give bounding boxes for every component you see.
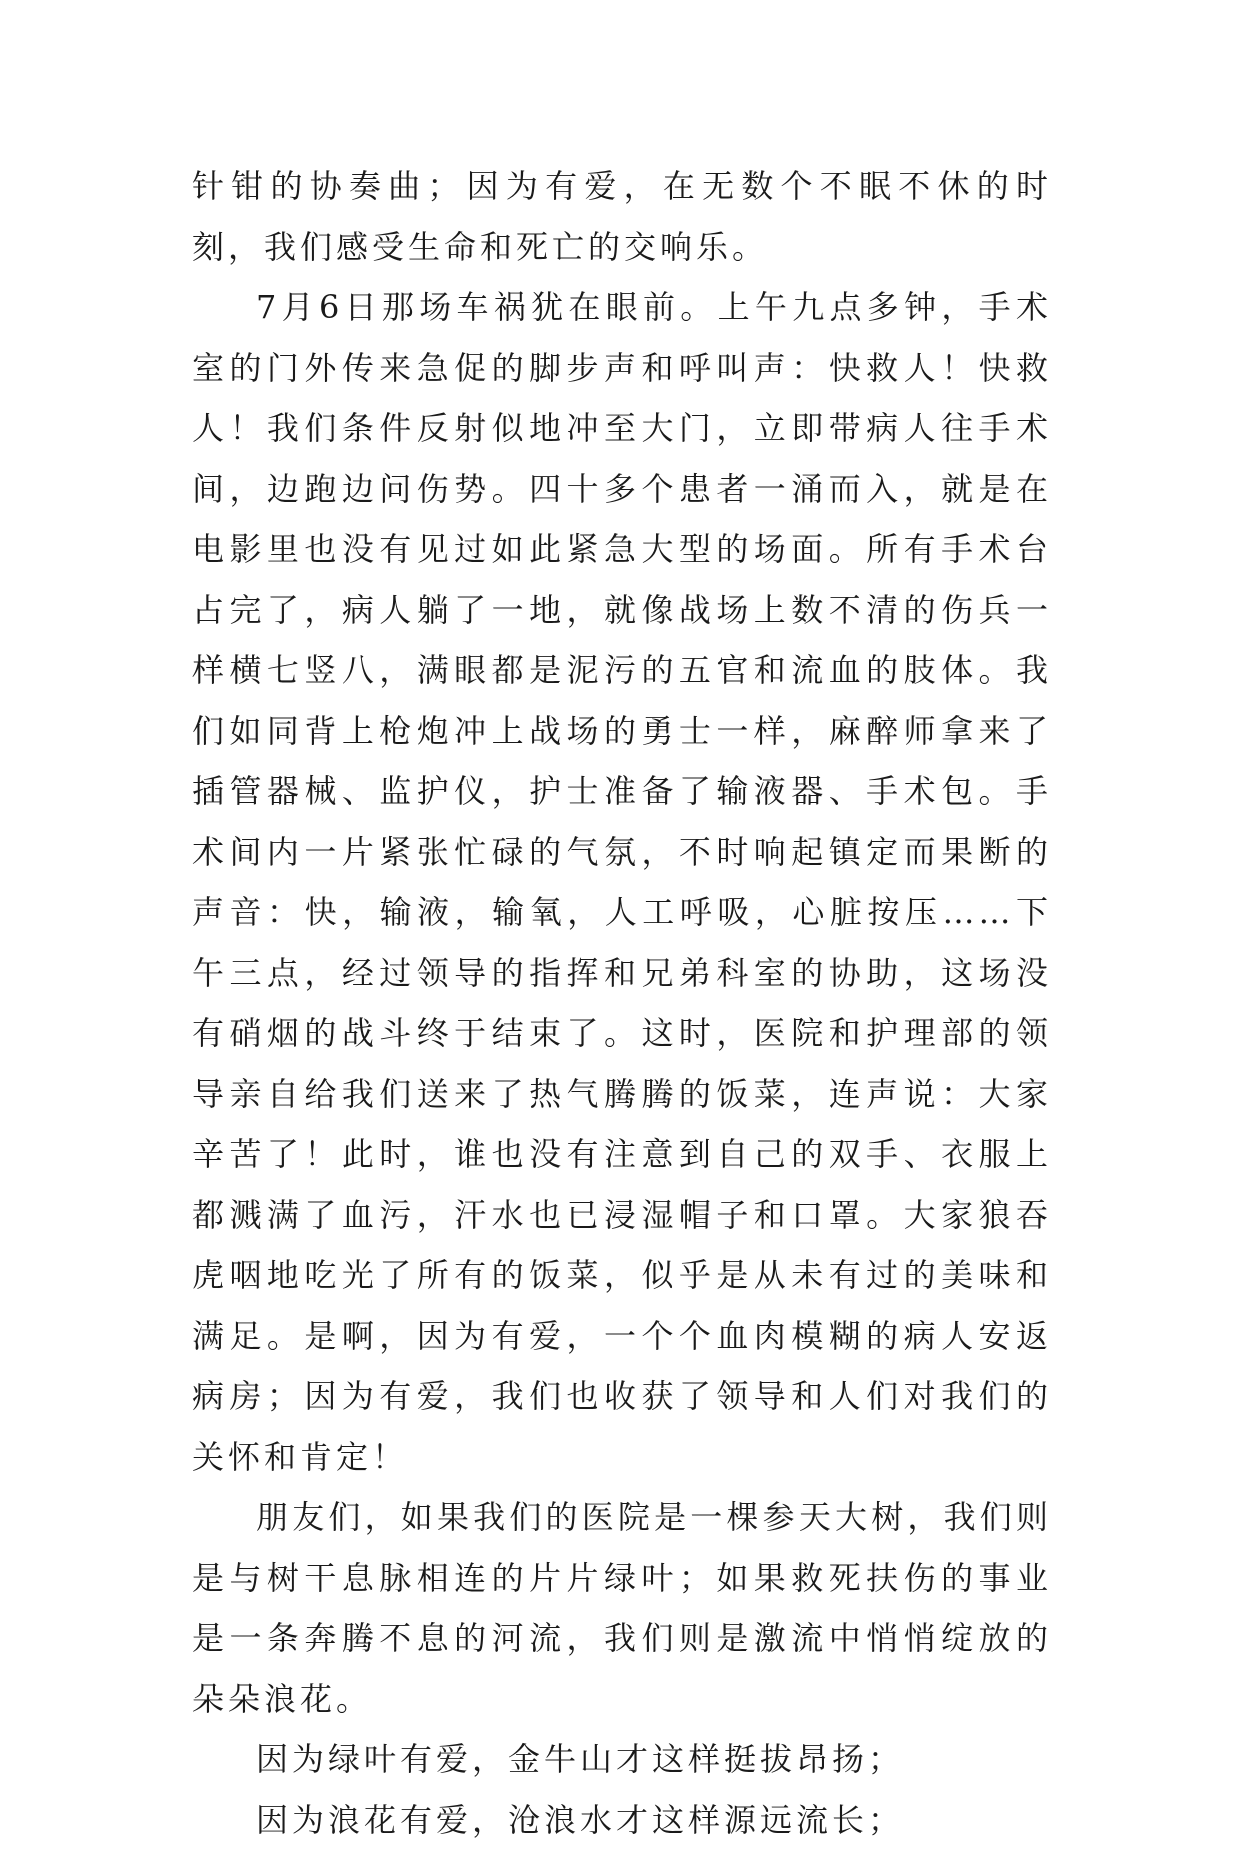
paragraph-waves: 因为浪花有爱，沧浪水才这样源远流长；: [192, 1790, 1052, 1850]
paragraph-car-accident: 7月6日那场车祸犹在眼前。上午九点多钟，手术室的门外传来急促的脚步声和呼叫声：快救人！快救人！我们条件反射似地冲至大门，立即带病人往手术间，边跑边问伤势。四十多个患者一涌而入，就是在电影里也没有见过如此紧急大型的场面。所有手术台占完了，病人躺了一地，就像战场上数不清的伤兵一样横七竖八，满眼都是泥污的五官和流血的肢体。我们如同背上枪炮冲上战场的勇士一样，麻醉师拿来了插管器械、监护仪，护士准备了输液器、手术包。手术间内一片紧张忙碌的气氛，不时响起镇定而果断的声音：快，输液，输氧，人工呼吸，心脏按压……下午三点，经过领导的指挥和兄弟科室的协助，这场没有硝烟的战斗终于结束了。这时，医院和护理部的领导亲自给我们送来了热气腾腾的饭菜，连声说：大家辛苦了！此时，谁也没有注意到自己的双手、衣服上都溅满了血污，汗水也已浸湿帽子和口罩。大家狼吞虎咽地吃光了所有的饭菜，似乎是从未有过的美味和满足。是啊，因为有爱，一个个血肉模糊的病人安返病房；因为有爱，我们也收获了领导和人们对我们的关怀和肯定！: [192, 277, 1052, 1487]
paragraph-friends: 朋友们，如果我们的医院是一棵参天大树，我们则是与树干息脉相连的片片绿叶；如果救死扶伤的事业是一条奔腾不息的河流，我们则是激流中悄悄绽放的朵朵浪花。: [192, 1487, 1052, 1729]
paragraph-green-leaves: 因为绿叶有爱，金牛山才这样挺拔昂扬；: [192, 1729, 1052, 1790]
paragraph-continuation: 针钳的协奏曲；因为有爱，在无数个不眠不休的时刻，我们感受生命和死亡的交响乐。: [192, 156, 1052, 277]
document-body: [192, 156, 1052, 1850]
